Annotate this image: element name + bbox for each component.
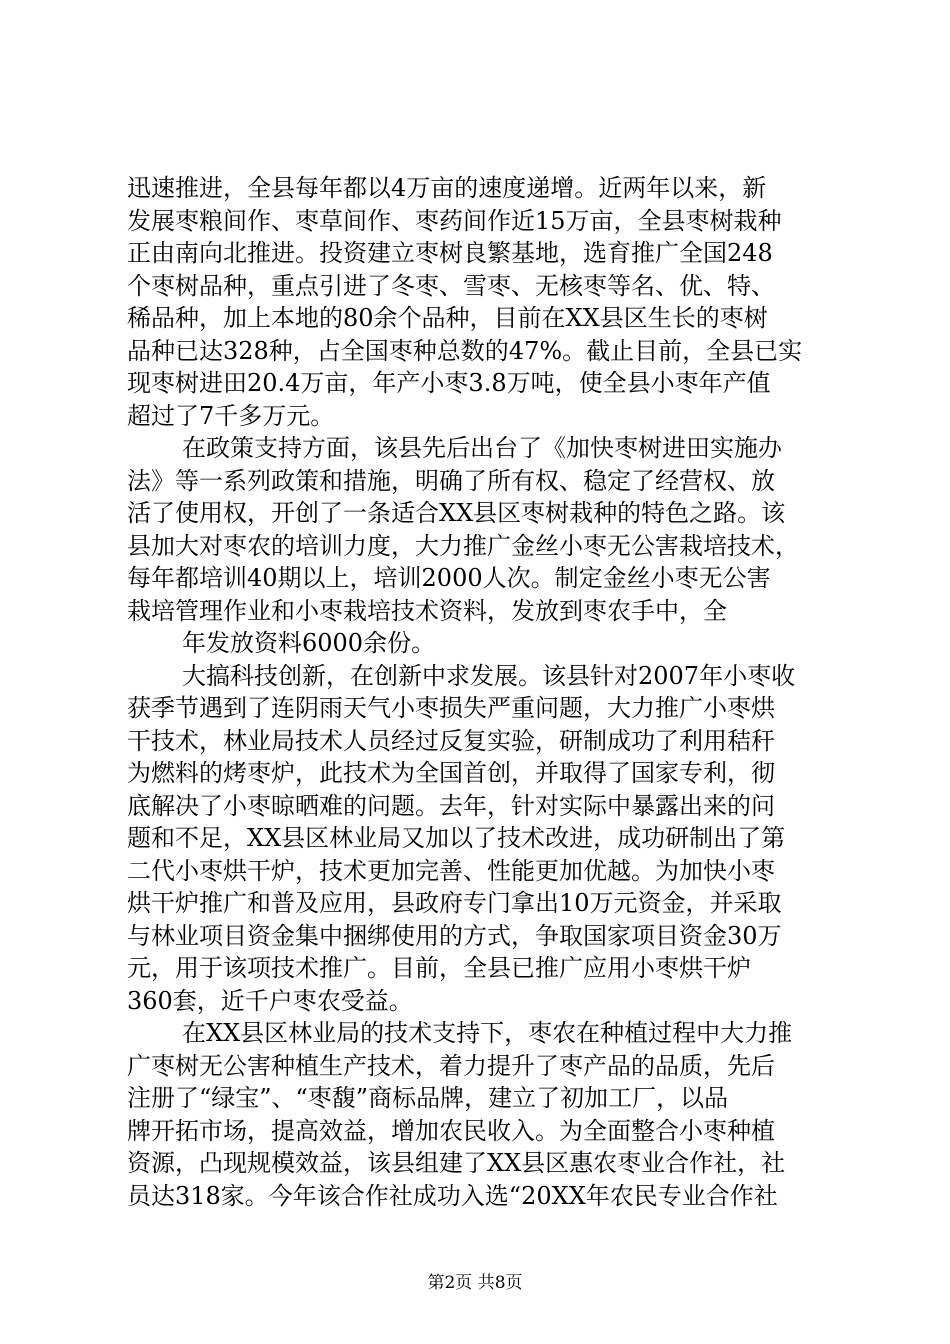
paragraph-start-line: 大搞科技创新，在创新中求发展。该县针对2007年小枣收 [182, 661, 796, 690]
text-line: 牌开拓市场，提高效益，增加农民收入。为全面整合小枣种植 [127, 1116, 775, 1145]
text-line: 现枣树进田20.4万亩，年产小枣3.8万吨，使全县小枣年产值 [127, 369, 771, 397]
text-line: 注册了“绿宝”、“枣馥”商标品牌，建立了初加工厂，以品 [127, 1084, 729, 1112]
text-line: 获季节遇到了连阴雨天气小枣损失严重问题，大力推广小枣烘 [127, 694, 775, 722]
text-line: 元，用于该项技术推广。目前，全县已推广应用小枣烘干炉 [127, 954, 751, 982]
text-line: 360套，近千户枣农受益。 [127, 986, 413, 1015]
text-line: 烘干炉推广和普及应用，县政府专门拿出10万元资金，并采取 [127, 889, 782, 917]
text-line: 二代小枣烘干炉，技术更加完善、性能更加优越。为加快小枣 [127, 856, 775, 885]
text-line: 为燃料的烤枣炉，此技术为全国首创，并取得了国家专利，彻 [127, 759, 775, 787]
text-line: 稀品种，加上本地的80余个品种，目前在XX县区生长的枣树 [127, 304, 768, 332]
text-line: 县加大对枣农的培训力度，大力推广金丝小枣无公害栽培技术， [127, 531, 799, 560]
text-line: 干技术，林业局技术人员经过反复实验，研制成功了利用秸秆 [127, 726, 775, 755]
text-line: 活了使用权，开创了一条适合XX县区枣树栽种的特色之路。该 [127, 499, 786, 527]
text-line: 广枣树无公害种植生产技术，着力提升了枣产品的品质，先后 [127, 1051, 775, 1080]
text-line: 题和不足，XX县区林业局又加以了技术改进，成功研制出了第 [127, 824, 786, 852]
text-line: 个枣树品种，重点引进了冬枣、雪枣、无核枣等名、优、特、 [127, 271, 775, 300]
text-line: 发展枣粮间作、枣草间作、枣药间作近15万亩，全县枣树栽种 [127, 206, 782, 235]
text-line: 与林业项目资金集中捆绑使用的方式，争取国家项目资金30万 [127, 921, 782, 950]
text-line: 法》等一系列政策和措施，明确了所有权、稳定了经营权、放 [127, 466, 775, 495]
text-line: 年发放资料6000余份。 [182, 629, 436, 657]
text-line: 员达318家。今年该合作社成功入选“20XX年农民专业合作社 [127, 1181, 778, 1210]
page-number: 第2页 共8页 [427, 1273, 523, 1293]
text-line: 正由南向北推进。投资建立枣树良繁基地，选育推广全国248 [127, 239, 773, 267]
text-line: 资源，凸现规模效益，该县组建了XX县区惠农枣业合作社，社 [127, 1149, 786, 1177]
text-line: 栽培管理作业和小枣栽培技术资料，发放到枣农手中，全 [127, 596, 727, 625]
text-line: 底解决了小枣晾晒难的问题。去年，针对实际中暴露出来的问 [127, 791, 775, 820]
paragraph-start-line: 在政策支持方面，该县先后出台了《加快枣树进田实施办 [182, 434, 782, 462]
text-line: 品种已达328种，占全国枣种总数的47%。截止目前，全县已实 [127, 336, 803, 365]
text-line: 迅速推进，全县每年都以4万亩的速度递增。近两年以来，新 [127, 174, 767, 202]
paragraph-start-line: 在XX县区林业局的技术支持下，枣农在种植过程中大力推 [182, 1019, 793, 1047]
text-line: 每年都培训40期以上，培训2000人次。制定金丝小枣无公害 [127, 564, 771, 592]
text-line: 超过了7千多万元。 [127, 401, 335, 430]
